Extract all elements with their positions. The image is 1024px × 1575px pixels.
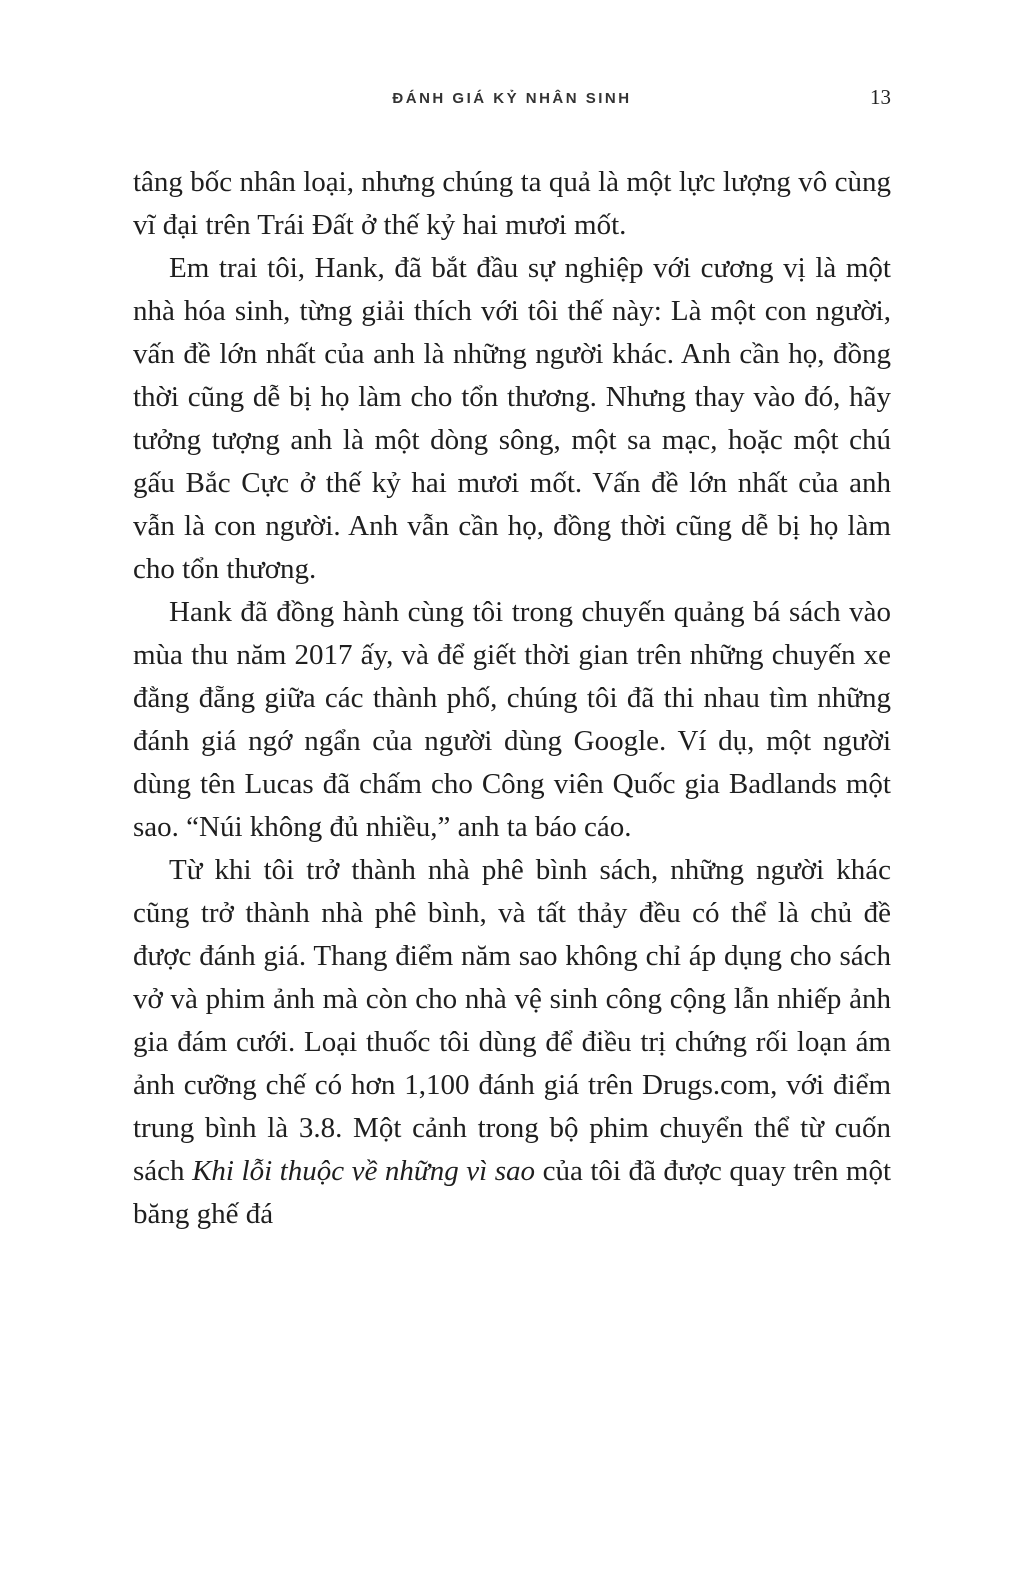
paragraph bbox=[133, 247, 891, 591]
page-body bbox=[133, 161, 891, 1236]
page-header bbox=[133, 85, 891, 120]
text-run: tâng bốc nhân loại, nhưng chúng ta quả là một lực lượng vô cùng vĩ đại trên Trái Đất ở thế kỷ hai mươi mốt. bbox=[133, 166, 891, 241]
book-title-italic: Khi lỗi thuộc về những vì sao bbox=[192, 1155, 536, 1187]
text-run: Em trai tôi, Hank, đã bắt đầu sự nghiệp với cương vị là một nhà hóa sinh, từng giải thích với tôi thế này: Là một con người, vấn đề lớn nhất của anh là những người khác. Anh cần họ, đồng thời cũng dễ bị họ làm cho tổn thương. Nhưng thay vào đó, hãy tưởng tượng anh là một dòng sông, một sa mạc, hoặc một chú gấu Bắc Cực ở thế kỷ hai mươi mốt. Vấn đề lớn nhất của anh vẫn là con người. Anh vẫn cần họ, đồng thời cũng dễ bị họ làm cho tổn thương. bbox=[133, 252, 891, 585]
text-run: của tôi đã được quay trên một băng ghế đá bbox=[133, 1155, 892, 1230]
text-run: Hank đã đồng hành cùng tôi trong chuyến quảng bá sách vào mùa thu năm 2017 ấy, và để giết thời gian trên những chuyến xe đằng đẵng giữa các thành phố, chúng tôi đã thi nhau tìm những đánh giá ngớ ngẩn của người dùng Google. Ví dụ, một người dùng tên Lucas đã chấm cho Công viên Quốc gia Badlands một sao. “Núi không đủ nhiều,” anh ta báo cáo. bbox=[133, 596, 891, 843]
running-title: ĐÁNH GIÁ KỶ NHÂN SINH bbox=[392, 90, 632, 107]
paragraph bbox=[133, 161, 891, 247]
page-number: 13 bbox=[870, 85, 891, 109]
paragraph bbox=[133, 849, 891, 1236]
text-run: Từ khi tôi trở thành nhà phê bình sách, những người khác cũng trở thành nhà phê bình, và tất thảy đều có thể là chủ đề được đánh giá. Thang điểm năm sao không chỉ áp dụng cho sách vở và phim ảnh mà còn cho nhà vệ sinh công cộng lẫn nhiếp ảnh gia đám cưới. Loại thuốc tôi dùng để điều trị chứng rối loạn ám ảnh cưỡng chế có hơn 1,100 đánh giá trên Drugs.com, với điểm trung bình là 3.8. Một cảnh trong bộ phim chuyển thể từ cuốn sách bbox=[133, 854, 891, 1187]
paragraph bbox=[133, 591, 891, 849]
